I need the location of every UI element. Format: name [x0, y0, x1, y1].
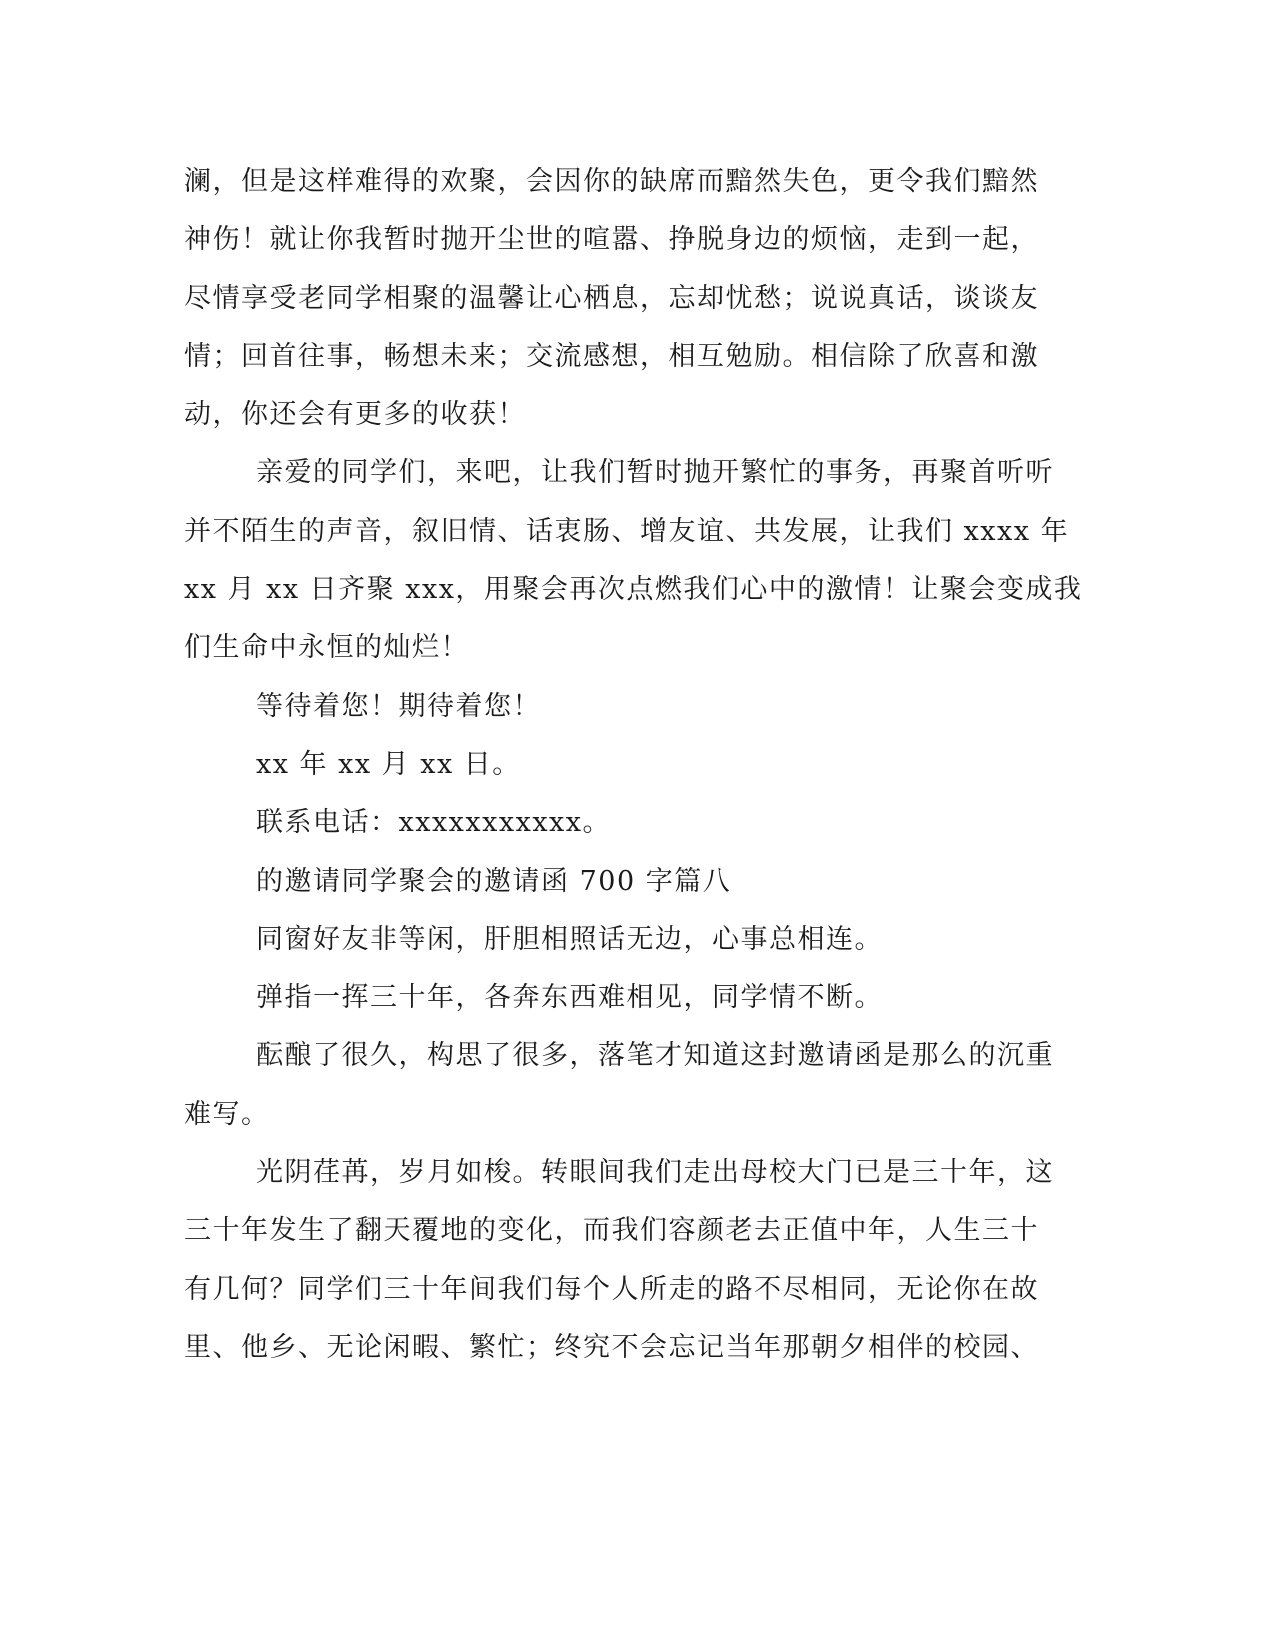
text-line: 并不陌生的声音，叙旧情、话衷肠、增友谊、共发展，让我们 xxxx 年	[184, 515, 1070, 547]
text-line: 酝酿了很久，构思了很多，落笔才知道这封邀请函是那么的沉重	[256, 1040, 1054, 1072]
text-line: 同窗好友非等闲，肝胆相照话无边，心事总相连。	[256, 923, 883, 955]
text-line: 情；回首往事，畅想未来；交流感想，相互勉励。相信除了欣喜和激	[184, 340, 1039, 372]
text-line: 亲爱的同学们，来吧，让我们暂时抛开繁忙的事务，再聚首听听	[256, 457, 1054, 489]
text-line: 联系电话：xxxxxxxxxxx。	[256, 807, 611, 839]
text-line: 有几何？同学们三十年间我们每个人所走的路不尽相同，无论你在故	[184, 1273, 1039, 1305]
text-line: 难写。	[184, 1098, 270, 1130]
text-line: xx 月 xx 日齐聚 xxx，用聚会再次点燃我们心中的激情！让聚会变成我	[184, 574, 1083, 606]
text-line: 里、他乡、无论闲暇、繁忙；终究不会忘记当年那朝夕相伴的校园、	[184, 1331, 1039, 1363]
text-line: 等待着您！期待着您！	[256, 690, 541, 722]
text-line: 光阴荏苒，岁月如梭。转眼间我们走出母校大门已是三十年，这	[256, 1157, 1054, 1189]
text-line: xx 年 xx 月 xx 日。	[256, 748, 521, 780]
document-body	[184, 153, 1083, 1377]
text-line: 们生命中永恒的灿烂！	[184, 632, 469, 664]
text-line: 澜，但是这样难得的欢聚，会因你的缺席而黯然失色，更令我们黯然	[184, 166, 1039, 197]
text-line: 弹指一挥三十年，各奔东西难相见，同学情不断。	[256, 982, 883, 1014]
text-line: 尽情享受老同学相聚的温馨让心栖息，忘却忧愁；说说真话，谈谈友	[184, 282, 1039, 314]
text-line: 神伤！就让你我暂时抛开尘世的喧嚣、挣脱身边的烦恼，走到一起，	[184, 224, 1039, 256]
text-line: 三十年发生了翻天覆地的变化，而我们容颜老去正值中年，人生三十	[184, 1215, 1039, 1247]
section-heading: 的邀请同学聚会的邀请函 700 字篇八	[256, 865, 732, 897]
text-line: 动，你还会有更多的收获！	[184, 399, 526, 431]
